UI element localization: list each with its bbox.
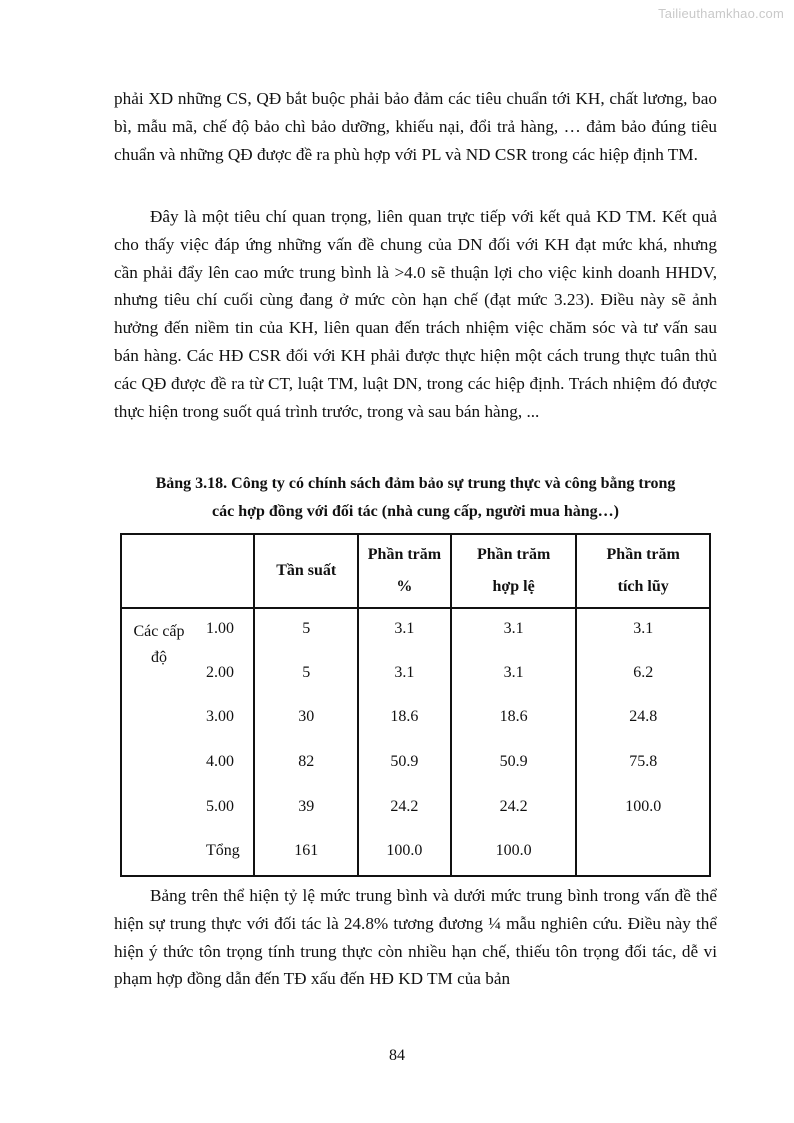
page-number: 84 bbox=[389, 1047, 405, 1064]
header-cumulative-line-2: tích lũy bbox=[617, 578, 669, 595]
valid-percent-cell: 24.2 bbox=[451, 787, 577, 832]
header-frequency bbox=[254, 534, 358, 608]
level-cell bbox=[121, 653, 254, 698]
watermark: Tailieuthamkhao.com bbox=[658, 6, 784, 21]
paragraph-2 bbox=[114, 203, 717, 425]
cumulative-percent-cell: 100.0 bbox=[576, 787, 710, 832]
percent-cell: 18.6 bbox=[358, 697, 451, 742]
header-valid-line-1: Phần trăm bbox=[476, 546, 551, 563]
header-frequency-label: Tần suất bbox=[276, 562, 337, 579]
table-row bbox=[121, 787, 710, 832]
frequency-cell: 82 bbox=[254, 742, 358, 787]
total-label: Tổng bbox=[206, 842, 240, 860]
level-cell bbox=[121, 787, 254, 832]
percent-cell: 24.2 bbox=[358, 787, 451, 832]
valid-percent-cell: 3.1 bbox=[451, 608, 577, 653]
level-value: 5.00 bbox=[206, 797, 234, 815]
table-header-row bbox=[121, 534, 710, 608]
level-value: 2.00 bbox=[206, 663, 234, 681]
header-cumulative-line-1: Phần trăm bbox=[606, 546, 680, 563]
paragraph-3 bbox=[114, 882, 717, 993]
level-cell bbox=[121, 831, 254, 876]
header-valid-percent bbox=[451, 534, 577, 608]
header-percent-line-2: % bbox=[396, 578, 413, 595]
table-total-row bbox=[121, 831, 710, 876]
paragraph-2-text: Đây là một tiêu chí quan trọng, liên quan trực tiếp với kết quả KD TM. Kết quả cho thấy việc đáp ứng những vấn đề chung của DN đối với KH đạt mức khá, nhưng cần phải đẩy lên cao mức trung bình là >4.0 sẽ thuận lợi cho việc kinh doanh HHDV, nhưng tiêu chí cuối cùng đang ở mức còn hạn chế (đạt mức 3.23). Điều này sẽ ảnh hưởng đến niềm tin của KH, liên quan đến trách nhiệm việc chăm sóc và tư vấn sau bán hàng. Các HĐ CSR đối với KH phải được thực hiện một cách trung thực tuân thủ các QĐ được đề ra từ CT, luật TM, luật DN, trong các hiệp định. Trách nhiệm đó được thực hiện trong suốt quá trình trước, trong và sau bán hàng, ... bbox=[114, 207, 717, 421]
frequency-cell: 161 bbox=[254, 831, 358, 876]
cumulative-percent-cell: 75.8 bbox=[576, 742, 710, 787]
level-value: 1.00 bbox=[206, 620, 234, 637]
valid-percent-cell: 50.9 bbox=[451, 742, 577, 787]
table-caption-line-1: Bảng 3.18. Công ty có chính sách đảm bảo sự trung thực và công bằng trong bbox=[155, 475, 676, 492]
cumulative-percent-cell: 24.8 bbox=[576, 697, 710, 742]
level-cell bbox=[121, 697, 254, 742]
level-cell bbox=[121, 608, 254, 666]
valid-percent-cell: 18.6 bbox=[451, 697, 577, 742]
level-value: 4.00 bbox=[206, 753, 234, 771]
level-value: 3.00 bbox=[206, 708, 234, 726]
frequency-cell: 39 bbox=[254, 787, 358, 832]
table-row bbox=[121, 742, 710, 787]
header-percent-line-1: Phần trăm bbox=[367, 546, 442, 563]
percent-cell: 50.9 bbox=[358, 742, 451, 787]
percent-cell: 3.1 bbox=[358, 653, 451, 698]
cumulative-percent-cell: 3.1 bbox=[576, 608, 710, 653]
paragraph-3-text: Bảng trên thể hiện tỷ lệ mức trung bình và dưới mức trung bình trong vấn đề thể hiện sự trung thực với đối tác là 24.8% tương đương ¼ mẫu nghiên cứu. Điều này thể hiện ý thức tôn trọng tính trung thực còn nhiều hạn chế, thiếu tôn trọng đối tác, dễ vi phạm hợp đồng dẫn đến TĐ xấu đến HĐ KD TM của bản bbox=[114, 886, 717, 989]
header-percent bbox=[358, 534, 451, 608]
valid-percent-cell: 100.0 bbox=[451, 831, 577, 876]
table-row bbox=[121, 608, 710, 653]
header-cumulative-percent bbox=[576, 534, 710, 608]
valid-percent-cell: 3.1 bbox=[451, 653, 577, 698]
table-row bbox=[121, 697, 710, 742]
level-cell bbox=[121, 742, 254, 787]
cumulative-percent-cell: 6.2 bbox=[576, 653, 710, 698]
percent-cell: 3.1 bbox=[358, 608, 451, 653]
table-caption bbox=[114, 470, 717, 526]
cumulative-percent-cell bbox=[576, 831, 710, 876]
paragraph-1-text: phải XD những CS, QĐ bắt buộc phải bảo đảm các tiêu chuẩn tới KH, chất lương, bao bì, mẫu mã, chế độ bảo chì bảo dưỡng, khiếu nại, đổi trả hàng, … đảm bảo đúng tiêu chuẩn và những QĐ được đề ra phù hợp với PL và ND CSR trong các hiệp định TM. bbox=[114, 89, 717, 164]
frequency-cell: 30 bbox=[254, 697, 358, 742]
frequency-table bbox=[120, 533, 711, 877]
group-label-line-1: Các cấp bbox=[133, 623, 185, 640]
group-label-line-2: độ bbox=[151, 649, 167, 666]
header-valid-line-2: hợp lệ bbox=[492, 578, 535, 595]
table-caption-line-2: các hợp đồng với đối tác (nhà cung cấp, người mua hàng…) bbox=[212, 503, 619, 520]
frequency-cell: 5 bbox=[254, 653, 358, 698]
header-empty-cell bbox=[121, 534, 254, 608]
percent-cell: 100.0 bbox=[358, 831, 451, 876]
table-row bbox=[121, 653, 710, 698]
paragraph-1 bbox=[114, 85, 717, 168]
frequency-cell: 5 bbox=[254, 608, 358, 653]
